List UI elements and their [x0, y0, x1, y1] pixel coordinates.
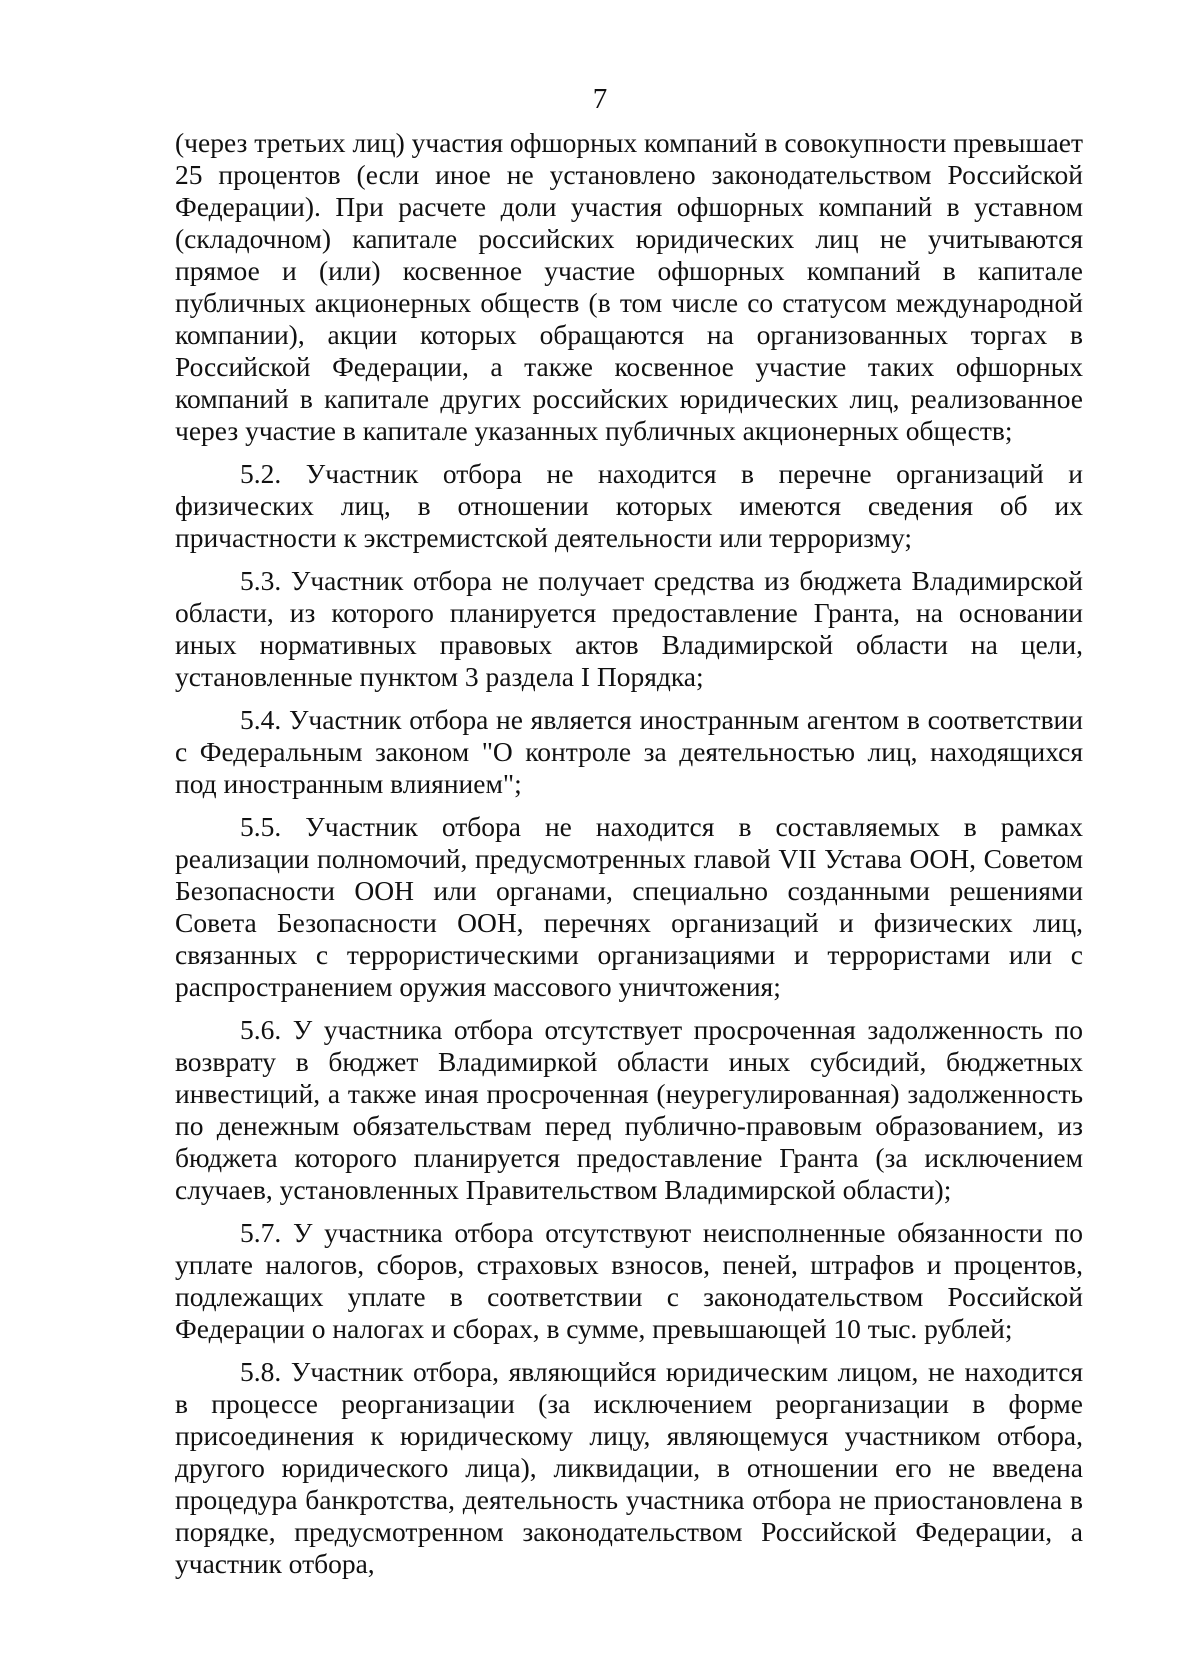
paragraph-5-2: 5.2. Участник отбора не находится в перечне организаций и физических лиц, в отношении которых имеются сведения об их причастности к экстремистской деятельности или терроризму; — [175, 458, 1083, 553]
paragraph-5-4: 5.4. Участник отбора не является иностранным агентом в соответствии с Федеральным законом "О контроле за деятельностью лиц, находящихся под иностранным влиянием"; — [175, 704, 1083, 799]
paragraph-5-3: 5.3. Участник отбора не получает средства из бюджета Владимирской области, из которого планируется предоставление Гранта, на основании иных нормативных правовых актов Владимирской области на цели, установленные пунктом 3 раздела I Порядка; — [175, 565, 1083, 692]
paragraph-5-7: 5.7. У участника отбора отсутствуют неисполненные обязанности по уплате налогов, сборов, страховых взносов, пеней, штрафов и процентов, подлежащих уплате в соответствии с законодательством Российской Федерации о налогах и сборах, в сумме, превышающей 10 тыс. рублей; — [175, 1217, 1083, 1344]
paragraph-5-6: 5.6. У участника отбора отсутствует просроченная задолженность по возврату в бюджет Владимиркой области иных субсидий, бюджетных инвестиций, а также иная просроченная (неурегулированная) задолженность по денежным обязательствам перед публично-правовым образованием, из бюджета которого планируется предоставление Гранта (за исключением случаев, установленных Правительством Владимирской области); — [175, 1014, 1083, 1205]
paragraph-continuation: (через третьих лиц) участия офшорных компаний в совокупности превышает 25 процентов (если иное не установлено законодательством Российской Федерации). При расчете доли участия офшорных компаний в уставном (складочном) капитале российских юридических лиц не учитываются прямое и (или) косвенное участие офшорных компаний в капитале публичных акционерных обществ (в том числе со статусом международной компании), акции которых обращаются на организованных торгах в Российской Федерации, а также косвенное участие таких офшорных компаний в капитале других российских юридических лиц, реализованное через участие в капитале указанных публичных акционерных обществ; — [175, 127, 1083, 446]
paragraph-5-5: 5.5. Участник отбора не находится в составляемых в рамках реализации полномочий, предусмотренных главой VII Устава ООН, Советом Безопасности ООН или органами, специально созданными решениями Совета Безопасности ООН, перечнях организаций и физических лиц, связанных с террористическими организациями и террористами или с распространением оружия массового уничтожения; — [175, 811, 1083, 1002]
paragraph-5-8: 5.8. Участник отбора, являющийся юридическим лицом, не находится в процессе реорганизации (за исключением реорганизации в форме присоединения к юридическому лицу, являющемуся участником отбора, другого юридического лица), ликвидации, в отношении его не введена процедура банкротства, деятельность участника отбора не приостановлена в порядке, предусмотренном законодательством Российской Федерации, а участник отбора, — [175, 1356, 1083, 1579]
page-number: 7 — [592, 83, 608, 115]
document-body — [175, 127, 1083, 1580]
